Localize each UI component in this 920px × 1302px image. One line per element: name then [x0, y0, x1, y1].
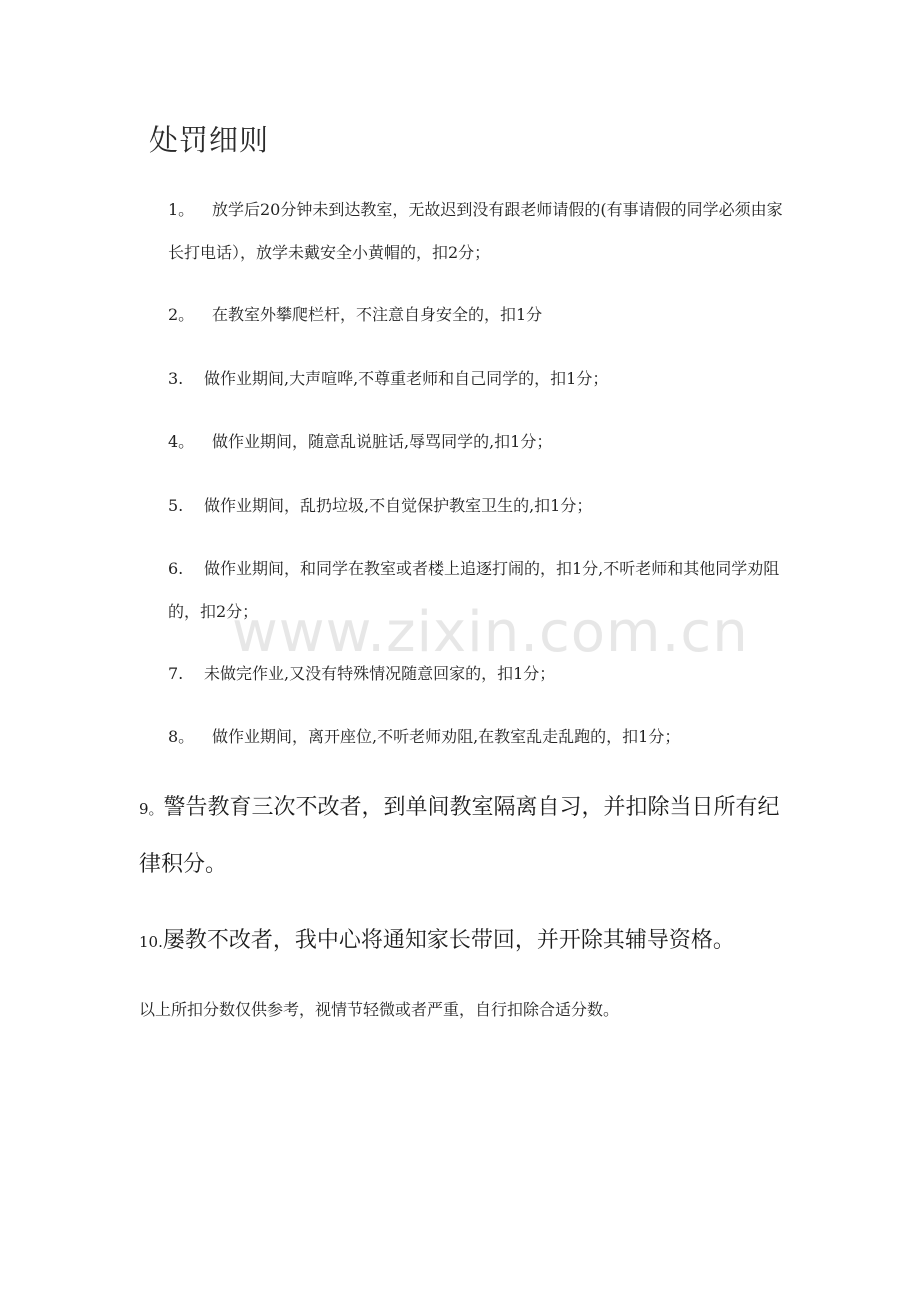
rule-text: 未做完作业,又没有特殊情况随意回家的，扣1分； — [204, 664, 556, 683]
rule-number: 7. — [168, 664, 184, 683]
rule-number: 9。 — [139, 800, 164, 818]
rule-text: 警告教育三次不改者，到单间教室隔离自习，并扣除当日所有纪律积分。 — [139, 795, 780, 877]
rule-number: 2。 — [168, 305, 195, 324]
rule-text: 做作业期间，和同学在教室或者楼上追逐打闹的，扣1分,不听老师和其他同学劝阻的，扣2分； — [168, 559, 780, 621]
rule-item-6 — [168, 547, 788, 633]
rule-item-3 — [168, 357, 788, 400]
rule-text: 在教室外攀爬栏杆，不注意自身安全的，扣1分 — [212, 305, 543, 324]
footnote: 以上所扣分数仅供参考，视情节轻微或者严重，自行扣除合适分数。 — [139, 1000, 620, 1019]
rule-item-5 — [168, 484, 788, 527]
rule-number: 5. — [168, 496, 184, 515]
rule-number: 4。 — [168, 432, 195, 451]
rule-item-1 — [168, 188, 788, 274]
major-rule-9 — [139, 780, 799, 893]
rule-item-4 — [168, 420, 788, 463]
rule-text: 做作业期间,大声喧哗,不尊重老师和自己同学的，扣1分； — [204, 369, 609, 388]
rule-text: 做作业期间，离开座位,不听老师劝阻,在教室乱走乱跑的，扣1分； — [212, 727, 681, 746]
rule-number: 6. — [168, 559, 184, 578]
rule-item-2 — [168, 293, 788, 336]
rule-number: 1。 — [168, 200, 195, 219]
rule-item-8 — [168, 715, 788, 758]
page-title: 处罚细则 — [149, 123, 270, 157]
watermark: www.zixin.com.cn — [232, 600, 749, 665]
rule-text: 屡教不改者，我中心将通知家长带回，并开除其辅导资格。 — [162, 928, 735, 953]
rule-text: 做作业期间，乱扔垃圾,不自觉保护教室卫生的,扣1分； — [204, 496, 593, 515]
rule-item-7 — [168, 652, 788, 695]
rule-number: 8。 — [168, 727, 195, 746]
rule-text: 做作业期间，随意乱说脏话,辱骂同学的,扣1分； — [212, 432, 553, 451]
major-rule-10 — [139, 913, 799, 970]
rule-number: 10. — [139, 933, 163, 951]
rule-text: 放学后20分钟未到达教室，无故迟到没有跟老师请假的(有事请假的同学必须由家长打电话），放学未戴安全小黄帽的，扣2分； — [168, 200, 783, 262]
rule-number: 3. — [168, 369, 184, 388]
